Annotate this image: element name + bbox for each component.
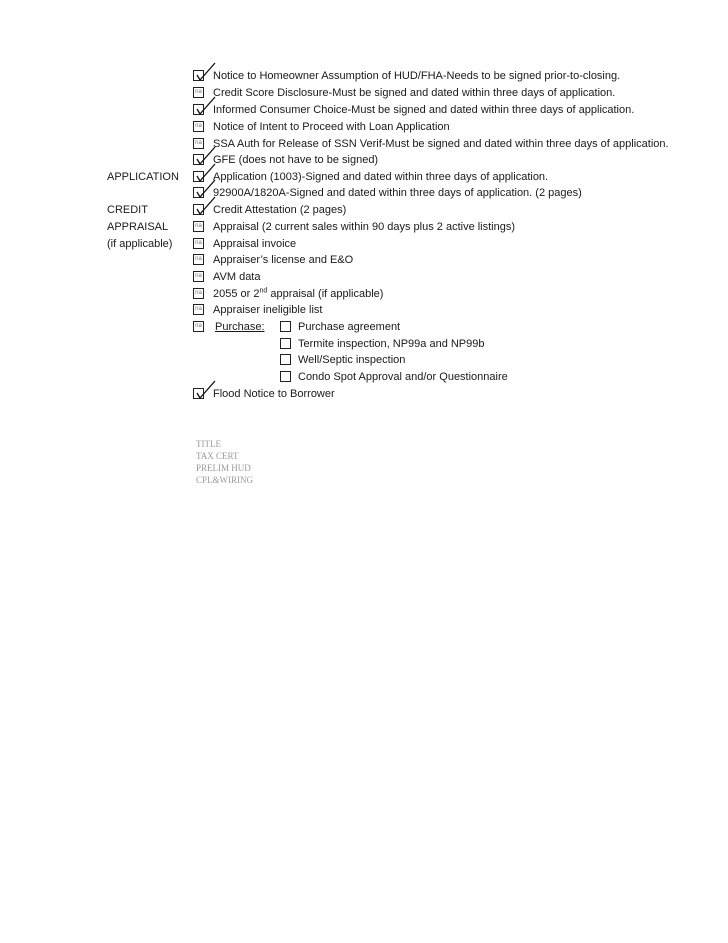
item-label-avm-data: AVM data (213, 271, 261, 283)
checkbox-well-septic[interactable] (280, 354, 291, 365)
checkbox-condo[interactable] (280, 371, 291, 382)
checklist-row (0, 269, 728, 286)
item-label-homeowner-assumption: Notice to Homeowner Assumption of HUD/FHA-Needs to be signed prior-to-closing. (213, 70, 621, 82)
item-label-gfe: GFE (does not have to be signed) (213, 154, 379, 166)
item-label-credit-score-disclosure: Credit Score Disclosure-Must be signed and dated within three days of application. (213, 87, 616, 99)
checklist-row (0, 102, 728, 119)
checklist-row (0, 219, 728, 236)
na-mark: na (195, 323, 202, 329)
na-mark: na (195, 123, 202, 129)
item-label-flood-notice: Flood Notice to Borrower (213, 388, 335, 400)
purchase-sub-row (0, 336, 728, 353)
item-label-purchase: Purchase: (215, 321, 265, 333)
na-mark: na (195, 140, 202, 146)
checkbox-na[interactable] (193, 304, 204, 315)
purchase-sub-row (0, 369, 728, 386)
na-mark: na (195, 306, 202, 312)
na-mark: na (195, 240, 202, 246)
label-text: appraisal (if applicable) (267, 288, 384, 300)
purchase-sub-row (0, 352, 728, 369)
checklist-row (0, 252, 728, 269)
item-label-informed-consumer-choice: Informed Consumer Choice-Must be signed and dated within three days of application. (213, 104, 635, 116)
section-label-appraisal: APPRAISAL (107, 221, 169, 233)
title-block-line: CPL&WIRING (196, 475, 253, 485)
checklist-row (0, 85, 728, 102)
checklist-row (0, 169, 728, 186)
na-mark: na (195, 256, 202, 262)
title-block-line: PRELIM HUD (196, 463, 251, 473)
checklist-row (0, 136, 728, 153)
checkbox-purchase-agreement[interactable] (280, 321, 291, 332)
checkbox-na[interactable] (193, 288, 204, 299)
item-label-ssa-auth: SSA Auth for Release of SSN Verif-Must be signed and dated within three days of application. (213, 138, 669, 150)
checkbox-na[interactable] (193, 254, 204, 265)
checkbox-na[interactable] (193, 121, 204, 132)
checkbox-na[interactable] (193, 271, 204, 282)
sub-label-termite: Termite inspection, NP99a and NP99b (298, 338, 485, 350)
checklist-row (0, 119, 728, 136)
item-label-appraisal: Appraisal (2 current sales within 90 days plus 2 active listings) (213, 221, 516, 233)
item-label-credit-attestation: Credit Attestation (2 pages) (213, 204, 347, 216)
checklist-row (0, 236, 728, 253)
item-label-application-1003: Application (1003)-Signed and dated within three days of application. (213, 171, 549, 183)
checkbox-na[interactable] (193, 238, 204, 249)
item-label-appraiser-license: Appraiser’s license and E&O (213, 254, 354, 266)
item-label-2055 (213, 286, 383, 303)
checkbox-na[interactable] (193, 221, 204, 232)
section-label-application: APPLICATION (107, 171, 179, 183)
label-text: 2055 or 2 (213, 288, 260, 300)
sub-label-purchase-agreement: Purchase agreement (298, 321, 401, 333)
checklist-row-purchase (0, 319, 728, 336)
item-label-ineligible-list: Appraiser ineligible list (213, 304, 323, 316)
na-mark: na (195, 223, 202, 229)
item-label-92900a: 92900A/1820A-Signed and dated within three days of application. (2 pages) (213, 187, 582, 199)
checklist-row (0, 302, 728, 319)
checklist-row (0, 185, 728, 202)
title-block-line: TAX CERT (196, 451, 239, 461)
section-label-if-applicable: (if applicable) (107, 238, 173, 250)
checkbox-termite[interactable] (280, 338, 291, 349)
checklist-row (0, 386, 728, 403)
item-label-appraisal-invoice: Appraisal invoice (213, 238, 297, 250)
na-mark: na (195, 89, 202, 95)
sub-label-well-septic: Well/Septic inspection (298, 354, 406, 366)
title-block (196, 438, 253, 486)
section-label-credit: CREDIT (107, 204, 148, 216)
label-superscript: nd (259, 287, 268, 295)
item-label-notice-of-intent: Notice of Intent to Proceed with Loan Application (213, 121, 450, 133)
na-mark: na (195, 290, 202, 296)
checklist-row (0, 286, 728, 303)
title-block-line: TITLE (196, 439, 221, 449)
checkbox-na[interactable] (193, 321, 204, 332)
checklist-row (0, 152, 728, 169)
checklist-row (0, 202, 728, 219)
sub-label-condo: Condo Spot Approval and/or Questionnaire (298, 371, 508, 383)
na-mark: na (195, 273, 202, 279)
checklist-row (0, 68, 728, 85)
